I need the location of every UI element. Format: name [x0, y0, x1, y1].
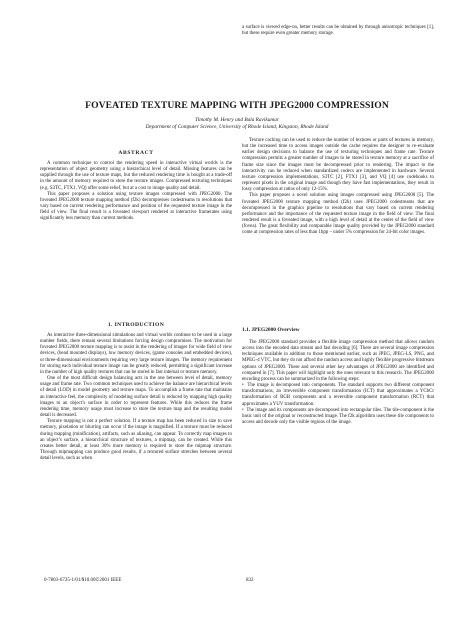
page-number: 832 [246, 578, 254, 583]
bullet-text: The image and its components are decomposed into rectangular tiles. The tile-component is the basic unit of the original or reconstructed image. The f2k algorithm uses these tile components to access and decode only the visible regions of the image. [242, 407, 434, 426]
author-block [0, 117, 474, 131]
abstract-heading: ABSTRACT [118, 150, 154, 156]
right-column-body [242, 138, 434, 237]
paragraph: As interactive three-dimensional simulations and virtual worlds continue to be used in a large number fields, there remain several limitations forcing design compromises. The motivation for foveated JPEG2000 texture mapping is to assist in the rendering of images for wide field of view devices, (head mounted displays), low memory devices, (game consoles and embedded devices), or three-dimensional environments requiring very large texture images. The memory requirement for storing each individual texture image can be greatly reduced, permitting a significant increase in the number of high quality textures that can be stored in fast internal or texture memory. [40, 333, 232, 375]
abstract-body [40, 161, 232, 223]
section-heading: 1. INTRODUCTION [107, 322, 165, 328]
jpeg2000-overview-body [242, 340, 434, 426]
bullet-item: • The image is decomposed into components. The standard supports two different component transformations, an irreversible component transformation (ICT) that approximates a YCbCr transformation of RGB components and a reversible component transformation (RCT) that approximates a YUV transformation. [242, 383, 434, 407]
bullet-text: The image is decomposed into components. The standard supports two different component transformations, an irreversible component transformation (ICT) that approximates a YCbCr transformation of RGB components and a reversible component transformation (RCT) that approximates a YUV transformation. [242, 383, 434, 407]
affiliation: Department of Computer Science, University of Rhode Island, Kingston, Rhode Island [145, 124, 329, 130]
paragraph: Texture mapping is not a perfect solution. If a texture map has been reduced in size to save memory, pixelation or blurring can occur if the image is magnified. If a texture must be reduced during mapping (minification), artifacts, such as aliasing, can appear. To correctly map images to an object’s surface, a hierarchical structure of textures, a mipmap, can be created. While this creates better detail, at least 30% more memory is required to store the mipmap structure. Through mipmapping can produce good results, if a textured surface stretches between several detail levels, such as when [40, 419, 232, 462]
paragraph: This paper proposes a solution using texture images compressed with JPEG2000. The foveated JPEG2000 texture mapping method (f2k) decompresses codestreams to resolutions that vary based on current rendering performance and position of the requested texture image in the field of view. The final result is a foveated viewport rendered at interactive framerates using significantly less memory than current methods. [40, 191, 232, 222]
bullet-item: • The image and its components are decomposed into rectangular tiles. The tile-component is the basic unit of the original or reconstructed image. The f2k algorithm uses these tile components to access and decode only the visible regions of the image. [242, 407, 434, 426]
introduction-body [40, 333, 232, 462]
paper-title: FOVEATED TEXTURE MAPPING WITH JPEG2000 COMPRESSION [85, 100, 389, 111]
paragraph: This paper proposes a novel solution using images compressed using JPEG2000 [5]. The foveated JPEG2000 texture mapping method (f2k) uses JPEG2000 codestreams that are decompressed in the graphics pipeline to resolutions that vary based on current rendering performance and the importance of the requested texture image in the field of view. The final rendered result is a foveated image, with a high level of detail at the center of the field of view (fovea). The great flexibility and comparable image quality provided by the JPEG2000 standard come at compression rates of less than 1bpp – under 5% compression for 24-bit color images. [242, 193, 434, 236]
right-column-top [242, 25, 434, 37]
paragraph: One of the most difficult design balancing acts in the one between level of detail, memory usage and frame rate. Two common techniques used to achieve the balance are hierarchical levels of detail (LOD) in model geometry and texture maps. To accomplish a frame rate that maintains an interactive feel, the complexity of modeling surface detail is reduced by mapping high quality images to an object’s surface in order to represent features. While this reduces the frame rendering time, memory usage must increase to store the texture map and the resulting model detail is decreased. [40, 376, 232, 419]
paragraph: A common technique to control the rendering speed in interactive virtual worlds is the representation of object geometry using a hierarchical level of detail. Missing features can be supplied through the use of texture maps, but the reduced rendering time is bought at a trade-off in the amount of memory required to store the texture images. Compressed texturing techniques (e.g. S3TC, FTX1, VQ) offer some relief, but at a cost to image quality and detail. [40, 161, 232, 191]
subsection-heading: 1.1. JPEG2000 Overview [242, 327, 300, 333]
paragraph: The JPEG2000 standard provides a flexible image compression method that allows random access into the encoded data stream and fast decoding [6]. There are several image compression techniques available in addition to those mentioned earlier, such as JPEG, JPEG-LS, PNG, and MPEG-4 VTC, but they do not afford the random access and highly flexible progressive bitstream options of JPEG2000. These and several other key advantages of JPEG2000 are identified and compared in [7]. This paper will highlight only the ones relevant to this research. The JPEG2000 encoding process can be summarized in the following steps: [242, 340, 435, 382]
paragraph: Texture caching can be used to reduce the number of textures or parts of textures in memory, but the increased time to access images outside the cache requires the designer to re-evaluate earlier design decisions to balance the use of texturing techniques and frame rate. Texture compression permits a greater number of images to be stored in texture memory at a sacrifice of frame size since the images must be decompressed prior to rendering. The impact to the interactivity can be reduced when standardized codecs are implemented in hardware. Several texture compression implementations, S3TC [2], FTX1 [3], and VQ [4] use codebooks to represent pixels in the original image and though they have fast implementations, they result in lossy compression at ratios of only 12-15%. [242, 138, 434, 193]
page-footer [0, 578, 474, 586]
author-names: Timothy M. Henry and Bala Ravikumar [195, 117, 279, 123]
copyright-line: 0-7803-6725-1/01/$10.00©2001 IEEE [44, 578, 122, 583]
paragraph: a surface is viewed edge-on, better results can be obtained by through anisotropic techniques [1], but these require even greater memory storage. [242, 25, 434, 37]
